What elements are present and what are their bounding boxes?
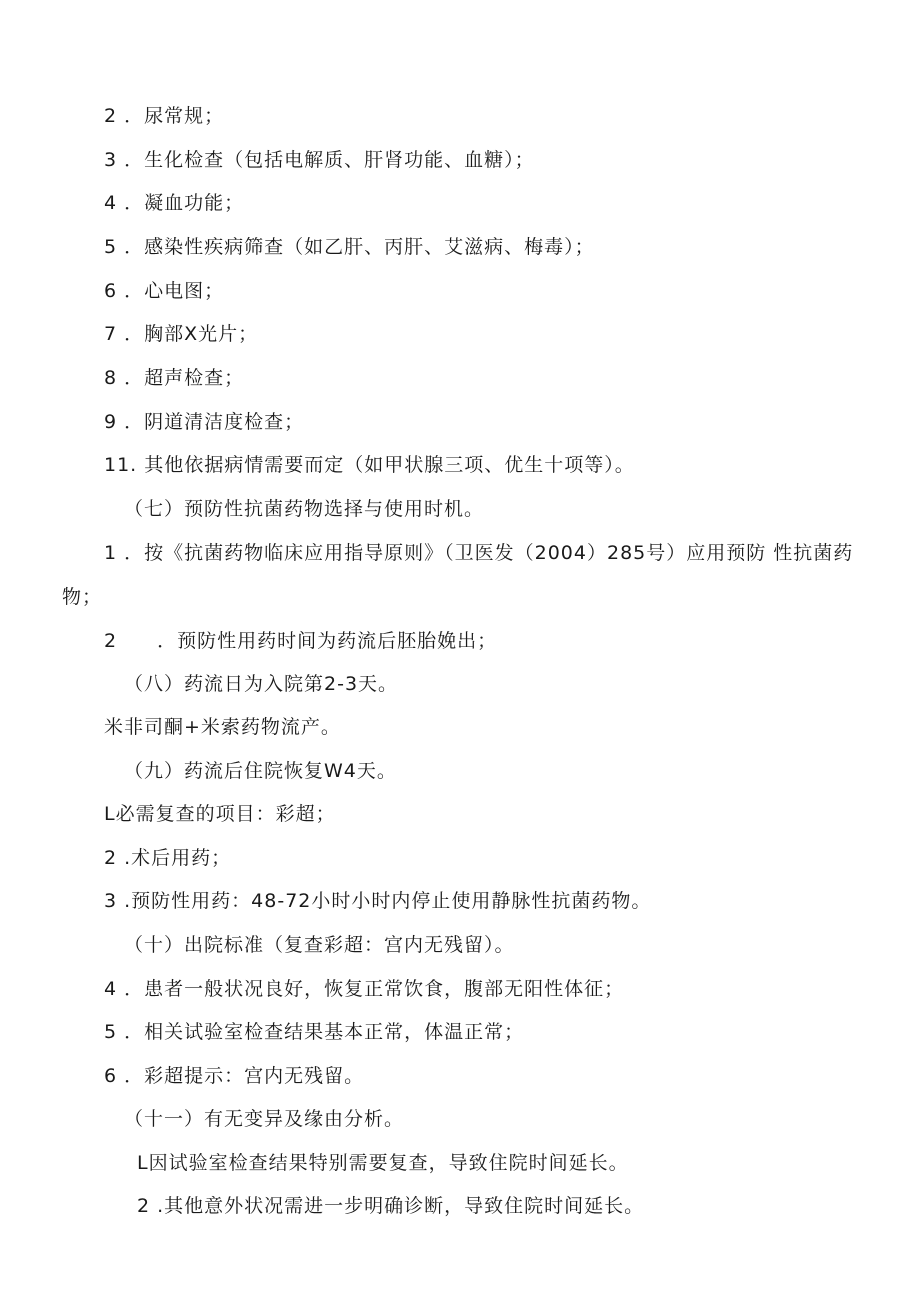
section-heading: （十一）有无变异及缘由分析。 bbox=[124, 1108, 405, 1130]
text-line: 7 ．胸部X光片； bbox=[104, 323, 259, 345]
text-line: 1 ．按《抗菌药物临床应用指导原则》（卫医发（2004）285号）应用预防 性抗菌药 bbox=[104, 542, 854, 564]
section-heading: （八）药流日为入院第2-3天。 bbox=[124, 673, 399, 695]
text-line: 11. 其他依据病情需要而定（如甲状腺三项、优生十项等）。 bbox=[104, 454, 635, 476]
text-line: 3 .预防性用药：48-72小时小时内停止使用静脉性抗菌药物。 bbox=[104, 890, 652, 912]
text-line: 2 .其他意外状况需进一步明确诊断，导致住院时间延长。 bbox=[137, 1195, 645, 1217]
text-line: 6 ．彩超提示：宫内无残留。 bbox=[104, 1065, 365, 1087]
text-line: 5 ．感染性疾病筛查（如乙肝、丙肝、艾滋病、梅毒）； bbox=[104, 236, 595, 258]
text-line: 4 ．凝血功能； bbox=[104, 192, 245, 214]
section-heading: （九）药流后住院恢复W4天。 bbox=[124, 760, 397, 782]
text-line: L因试验室检查结果特别需要复查，导致住院时间延长。 bbox=[137, 1152, 629, 1174]
text-line: 4 ．患者一般状况良好，恢复正常饮食，腹部无阳性体征； bbox=[104, 978, 625, 1000]
text-line: 2 ．尿常规； bbox=[104, 105, 225, 127]
text-line: 物； bbox=[62, 586, 103, 608]
text-line: 8 ．超声检查； bbox=[104, 367, 245, 389]
text-line: 2 .术后用药； bbox=[104, 847, 232, 869]
text-line: 5 ．相关试验室检查结果基本正常，体温正常； bbox=[104, 1021, 525, 1043]
text-line: L必需复查的项目：彩超； bbox=[104, 803, 336, 825]
section-heading: （七）预防性抗菌药物选择与使用时机。 bbox=[124, 498, 485, 520]
section-heading: （十）出院标准（复查彩超：宫内无残留）。 bbox=[124, 934, 515, 956]
text-line: 2 ．预防性用药时间为药流后胚胎娩出； bbox=[104, 630, 498, 652]
text-line: 9 ．阴道清洁度检查； bbox=[104, 411, 305, 433]
text-line: 3 ．生化检查（包括电解质、肝肾功能、血糖）； bbox=[104, 149, 535, 171]
text-line: 6 ．心电图； bbox=[104, 280, 225, 302]
text-line: 米非司酮+米索药物流产。 bbox=[104, 716, 341, 738]
